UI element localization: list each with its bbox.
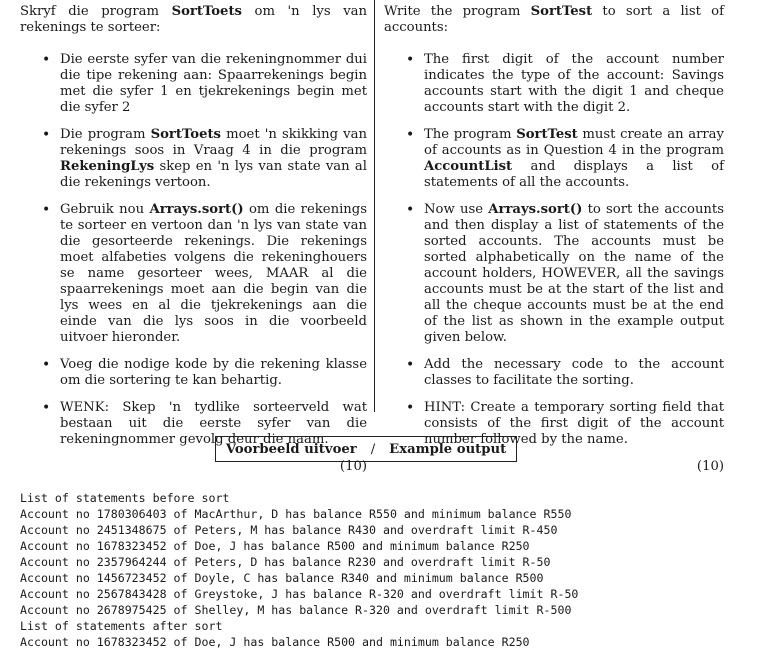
intro-text: Write the program: [384, 4, 531, 19]
list-item: [404, 357, 724, 389]
item-bold: Arrays.sort(): [488, 202, 583, 217]
list-item: [40, 52, 367, 116]
item-text: Die eerste syfer van die rekeningnommer dui die tipe rekening aan: Spaarrekenings begin met die syfer 1 en tjekrekenings begin met die syfer 2: [60, 52, 367, 115]
list-item: [404, 202, 724, 346]
item-text: The first digit of the account number indicates the type of the account: Savings accounts start with the digit 1 and cheque accounts start with the digit 2.: [424, 52, 724, 115]
item-text: moet 'n skikking van rekenings soos in Vraag 4 in die program: [60, 127, 367, 158]
output-line: Account no 2678975425 of Shelley, M has balance R-320 and overdraft limit R-500: [20, 603, 572, 617]
output-line: Account no 1456723452 of Doyle, C has balance R340 and minimum balance R500: [20, 571, 544, 585]
marks: (10): [339, 459, 367, 474]
item-text: must create an array of accounts as in Question 4 in the program: [424, 127, 724, 158]
intro-text: om 'n lys van rekenings te sorteer:: [20, 4, 367, 35]
output-line: Account no 2567843428 of Greystoke, J has balance R-320 and overdraft limit R-50: [20, 587, 579, 601]
program-name: SortTest: [530, 4, 593, 19]
list-item: [40, 357, 367, 389]
item-bold: SortTest: [516, 127, 578, 142]
item-bold: SortToets: [150, 127, 221, 142]
item-bold: Arrays.sort(): [149, 202, 244, 217]
heading-english: Example output: [389, 441, 507, 457]
program-name: SortToets: [171, 4, 242, 19]
item-text: Die program: [60, 127, 151, 142]
output-line: Account no 1780306403 of MacArthur, D has balance R550 and minimum balance R550: [20, 507, 572, 521]
item-text: HINT: Create a temporary sorting field that consists of the first digit of the account number followed by the name.: [424, 400, 724, 447]
item-text: Gebruik nou: [60, 202, 150, 217]
item-text: Add the necessary code to the account classes to facilitate the sorting.: [424, 357, 724, 388]
output-line: Account no 2357964244 of Peters, D has balance R230 and overdraft limit R-50: [20, 555, 551, 569]
example-output-heading: [215, 436, 517, 462]
intro-text: to sort a list of accounts:: [384, 4, 724, 35]
english-bullet-list: [384, 52, 724, 448]
list-item: [404, 127, 724, 191]
item-text: to sort the accounts and then display a list of statements of the sorted accounts. The accounts must be sorted alphabetically on the name of the account holders, HOWEVER, all the savings accounts must be at the start of the list and all the cheque accounts must be at the end of the list as shown in the example output given below.: [424, 202, 724, 345]
output-line: Account no 1678323452 of Doe, J has balance R500 and minimum balance R250: [20, 635, 530, 649]
example-output-block: [20, 474, 578, 666]
item-text: Now use: [424, 202, 489, 217]
list-item: [40, 202, 367, 346]
item-text: and displays a list of statements of all the accounts.: [424, 159, 724, 190]
list-item: [404, 52, 724, 116]
item-text: skep en 'n lys van state van al die rekenings vertoon.: [60, 159, 367, 190]
heading-separator: /: [370, 441, 376, 457]
item-text: Voeg die nodige kode by die rekening klasse om die sortering te kan behartig.: [60, 357, 367, 388]
item-text: WENK: Skep 'n tydlike sorteerveld wat bestaan uit die eerste syfer van die rekeningnommer gevolg deur die naam.: [60, 400, 367, 447]
english-intro: [384, 4, 724, 36]
item-text: om die rekenings te sorteer en vertoon dan 'n lys van state van die gesorteerde rekenings. Die rekenings moet alfabeties volgens die rekeninghouers se name gesorteer wees, MAAR al die spaarrekenings moet aan die begin van die lys wees en al die tjekrekenings aan die einde van die lys soos in die voorbeeld uitvoer hieronder.: [60, 202, 367, 345]
item-bold: AccountList: [424, 159, 513, 174]
output-line: Account no 2451348675 of Peters, M has balance R430 and overdraft limit R-450: [20, 523, 558, 537]
heading-afrikaans: Voorbeeld uitvoer: [225, 441, 357, 457]
item-text: The program: [424, 127, 517, 142]
english-column: [384, 4, 724, 475]
output-line: Account no 1678323452 of Doe, J has balance R500 and minimum balance R250: [20, 539, 530, 553]
output-line: List of statements after sort: [20, 619, 223, 633]
marks: (10): [696, 459, 724, 474]
output-line: List of statements before sort: [20, 491, 230, 505]
column-divider: [374, 0, 375, 412]
afrikaans-intro: [20, 4, 367, 36]
intro-text: Skryf die program: [20, 4, 172, 19]
afrikaans-column: [20, 4, 367, 475]
list-item: [40, 127, 367, 191]
item-bold: RekeningLys: [60, 159, 155, 174]
afrikaans-bullet-list: [20, 52, 367, 448]
